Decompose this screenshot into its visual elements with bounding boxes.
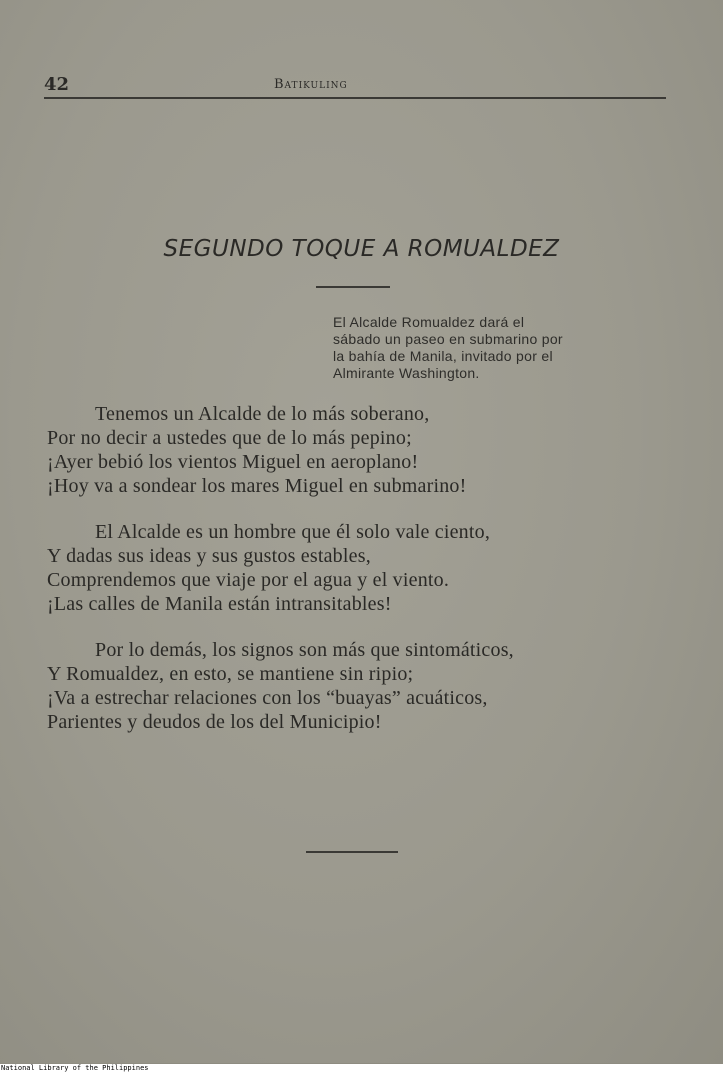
verse-line: Comprendemos que viaje por el agua y el viento. <box>47 569 450 591</box>
verse-line: Y dadas sus ideas y sus gustos estables, <box>47 545 371 567</box>
footer-credit-bar <box>0 1064 723 1073</box>
epigraph-line: El Alcalde Romualdez dará el <box>333 314 525 330</box>
end-rule <box>306 851 398 853</box>
poem-body <box>47 402 647 756</box>
verse-line: ¡Hoy va a sondear los mares Miguel en submarino! <box>47 475 467 497</box>
verse-line: ¡Va a estrechar relaciones con los “buayas” acuáticos, <box>47 687 488 709</box>
page-number: 42 <box>44 74 70 95</box>
running-head: Batikuling <box>274 77 348 92</box>
verse-line: Tenemos un Alcalde de lo más soberano, <box>95 403 430 425</box>
epigraph-line: Almirante Washington. <box>333 365 480 381</box>
stanza-1 <box>47 402 647 498</box>
header-rule <box>44 97 666 99</box>
verse-line: Por no decir a ustedes que de lo más pepino; <box>47 427 412 449</box>
verse-line: Parientes y deudos de los del Municipio! <box>47 711 382 733</box>
verse-line: ¡Ayer bebió los vientos Miguel en aeroplano! <box>47 451 419 473</box>
epigraph-line: la bahía de Manila, invitado por el <box>333 348 553 364</box>
verse-line: ¡Las calles de Manila están intransitables! <box>47 593 392 615</box>
page-header <box>44 70 666 100</box>
verse-line: Por lo demás, los signos son más que sintomáticos, <box>95 639 514 661</box>
verse-line: El Alcalde es un hombre que él solo vale ciento, <box>95 521 491 543</box>
poem-title: SEGUNDO TOQUE A ROMUALDEZ <box>163 236 560 262</box>
title-rule <box>316 286 390 288</box>
epigraph <box>333 314 668 382</box>
verse-line: Y Romualdez, en esto, se mantiene sin ripio; <box>47 663 414 685</box>
stanza-3 <box>47 638 647 734</box>
footer-credit: National Library of the Philippines <box>1 1064 149 1072</box>
epigraph-line: sábado un paseo en submarino por <box>333 331 563 347</box>
stanza-2 <box>47 520 647 616</box>
